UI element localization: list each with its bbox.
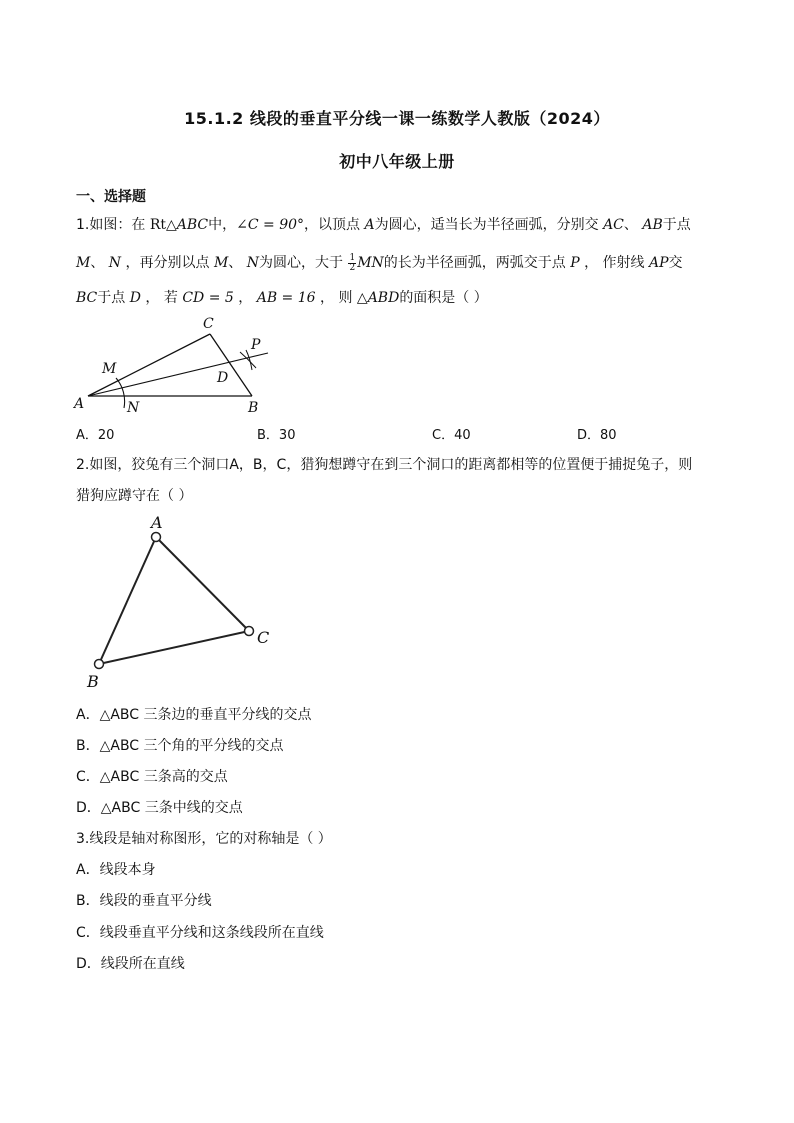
- hole-C-icon: [245, 627, 254, 636]
- q1-text: 、: [623, 217, 643, 233]
- q1-math: N: [246, 255, 259, 271]
- fraction: [348, 254, 356, 273]
- q1-math: CD = 5: [182, 290, 234, 306]
- side-AB: [99, 537, 156, 664]
- q2-option-b[interactable]: B．△ABC 三个角的平分线的交点: [76, 738, 284, 754]
- hole-A-icon: [152, 533, 161, 542]
- label-A: A: [74, 396, 85, 412]
- q1-math: AC: [603, 217, 624, 233]
- q1-text: 交: [668, 255, 683, 271]
- q1-figure-triangle: [70, 312, 280, 418]
- q1-text: 为圆心，适当长为半径画弧，分别交: [374, 217, 604, 233]
- triangle-symbol: △: [356, 290, 368, 306]
- section-heading: 一、选择题: [76, 189, 146, 205]
- fraction-denominator: 2: [349, 262, 356, 273]
- q1-text: ，以顶点: [304, 217, 365, 233]
- arc-MN: [116, 378, 125, 408]
- q1-text: 于点: [97, 290, 130, 306]
- q1-text: 1.如图：在: [76, 217, 150, 233]
- q1-math: Rt: [149, 217, 166, 233]
- q1-math: D: [129, 290, 141, 306]
- label-M: M: [102, 361, 117, 377]
- label-P: P: [251, 337, 261, 353]
- q1-math: ABC: [176, 217, 209, 233]
- q1-text: ，再分别以点: [121, 255, 214, 271]
- q1-option-d[interactable]: D．80: [577, 428, 617, 443]
- q1-option-c[interactable]: C．40: [432, 428, 471, 443]
- q1-text: 的面积是（ ）: [399, 290, 488, 306]
- q1-option-a[interactable]: A．20: [76, 428, 115, 443]
- label-B: B: [87, 672, 99, 691]
- q1-math: AB = 16: [256, 290, 316, 306]
- q1-math: M: [213, 255, 229, 271]
- label-C: C: [257, 628, 270, 647]
- q2-option-a[interactable]: A．△ABC 三条边的垂直平分线的交点: [76, 707, 312, 723]
- q3-stem: 3.线段是轴对称图形，它的对称轴是（ ）: [76, 831, 332, 847]
- q3-option-a[interactable]: A．线段本身: [76, 862, 156, 878]
- q2-stem-line-1: 2.如图，狡兔有三个洞口A，B，C，猎狗想蹲守在到三个洞口的距离都相等的位置便于捕捉兔子，则: [76, 457, 693, 473]
- q2-option-d[interactable]: D．△ABC 三条中线的交点: [76, 800, 243, 816]
- q1-math: M: [76, 255, 91, 271]
- q1-math: P: [570, 255, 580, 271]
- q1-math: AB: [642, 217, 663, 233]
- triangle-symbol: △: [165, 217, 177, 233]
- q1-math: ABD: [367, 290, 400, 306]
- label-B: B: [248, 400, 259, 416]
- label-C: C: [203, 316, 214, 332]
- q1-stem-line-1: [76, 215, 691, 235]
- hole-B-icon: [95, 660, 104, 669]
- document-subtitle: 初中八年级上册: [339, 152, 455, 171]
- q3-option-b[interactable]: B．线段的垂直平分线: [76, 893, 212, 909]
- fraction-numerator: 1: [349, 252, 356, 263]
- q3-option-c[interactable]: C．线段垂直平分线和这条线段所在直线: [76, 925, 324, 941]
- q1-text: ， 若: [140, 290, 183, 306]
- side-AC: [156, 537, 249, 631]
- q2-option-c[interactable]: C．△ABC 三条高的交点: [76, 769, 228, 785]
- q1-text: ， 作射线: [579, 255, 650, 271]
- q1-math: BC: [76, 290, 98, 306]
- side-BC: [99, 631, 249, 664]
- q1-text: 中，: [208, 217, 237, 233]
- q1-math: MN: [357, 255, 384, 271]
- q1-text: 、: [228, 255, 247, 271]
- q1-stem-line-3: [76, 288, 488, 308]
- q2-figure-triangle: [80, 510, 280, 695]
- q1-stem-line-2: [76, 253, 683, 273]
- q1-text: ， 则: [315, 290, 357, 306]
- q1-option-b[interactable]: B．30: [257, 428, 296, 443]
- label-N: N: [127, 400, 140, 416]
- q1-text: 于点: [662, 217, 691, 233]
- document-title: 15.1.2 线段的垂直平分线一课一练数学人教版（2024）: [184, 109, 610, 128]
- label-D: D: [217, 370, 229, 386]
- q1-text: 、: [90, 255, 109, 271]
- q1-text: 为圆心，大于: [259, 255, 348, 271]
- q2-stem-line-2: 猎狗应蹲守在（ ）: [76, 488, 193, 504]
- q1-math: AP: [649, 255, 669, 271]
- label-A: A: [151, 513, 163, 532]
- q1-text: 的长为半径画弧，两弧交于点: [383, 255, 571, 271]
- q3-option-d[interactable]: D．线段所在直线: [76, 956, 185, 972]
- q1-math: ∠C = 90°: [236, 217, 305, 233]
- q1-math: A: [364, 217, 375, 233]
- q1-text: ，: [233, 290, 257, 306]
- q1-math: N: [108, 255, 122, 271]
